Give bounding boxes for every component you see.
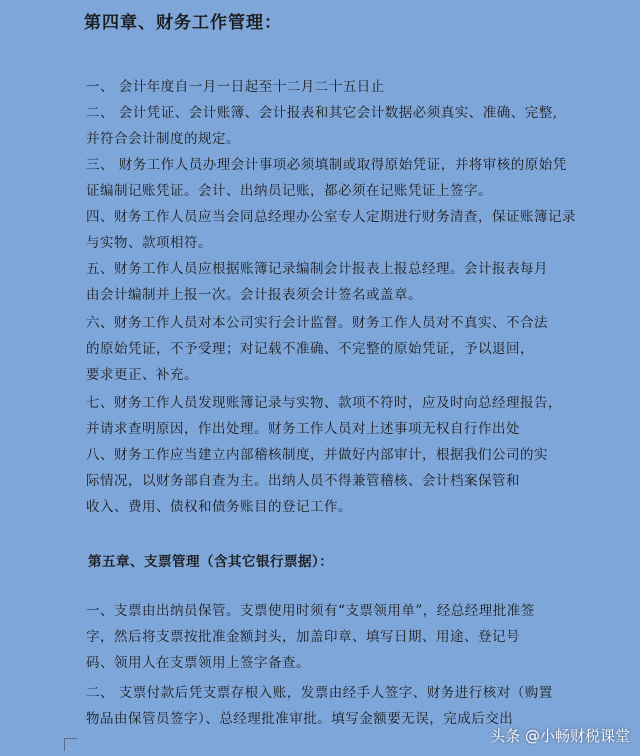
ch5-line: 码、领用人在支票领用上签字备查。 bbox=[86, 655, 310, 671]
ch4-line: 一、 会计年度自一月一日起至十二月二十五日止 bbox=[86, 79, 385, 95]
ch4-line: 由会计编制并上报一次。会计报表须会计签名或盖章。 bbox=[86, 287, 422, 303]
ch4-line: 并符合会计制度的规定。 bbox=[86, 131, 240, 147]
ch4-line: 要求更正、补充。 bbox=[86, 367, 198, 383]
watermark-text: 头条 @小畅财税课堂 bbox=[490, 727, 630, 745]
ch4-line: 的原始凭证，不予受理；对记载不准确、不完整的原始凭证，予以退回， bbox=[86, 341, 534, 357]
chapter-5-title: 第五章、支票管理（含其它银行票据）： bbox=[88, 554, 334, 570]
ch4-line: 五、财务工作人员应根据账簿记录编制会计报表上报总经理。会计报表每月 bbox=[86, 261, 548, 277]
ch4-line: 并请求查明原因，作出处理。财务工作人员对上述事项无权自行作出处 bbox=[86, 421, 520, 437]
ch4-line: 与实物、款项相符。 bbox=[86, 235, 212, 251]
ch4-line: 八、财务工作应当建立内部稽核制度，并做好内部审计，根据我们公司的实 bbox=[86, 447, 548, 463]
chapter-4-title: 第四章、财务工作管理： bbox=[84, 13, 282, 33]
ch4-line: 四、财务工作人员应当会同总经理办公室专人定期进行财务清查，保证账簿记录 bbox=[86, 209, 576, 225]
ch5-line: 一、支票由出纳员保管。支票使用时须有“支票领用单”，经总经理批准签 bbox=[86, 603, 535, 619]
ch4-line: 证编制记账凭证。会计、出纳员记账，都必须在记账凭证上签字。 bbox=[86, 183, 492, 199]
ch4-line: 收入、费用、债权和债务账目的登记工作。 bbox=[86, 499, 352, 515]
page-corner-mark bbox=[64, 738, 77, 751]
watermark bbox=[490, 725, 630, 746]
ch4-line: 二、 会计凭证、会计账簿、会计报表和其它会计数据必须真实、准确、完整, bbox=[86, 105, 558, 121]
ch4-line: 七、财务工作人员发现账簿记录与实物、款项不符时，应及时向总经理报告， bbox=[86, 395, 562, 411]
ch5-line: 物品由保管员签字）、总经理批准审批。填写金额要无误，完成后交出 bbox=[86, 711, 514, 727]
ch4-line: 三、 财务工作人员办理会计事项必须填制或取得原始凭证，并将审核的原始凭 bbox=[86, 157, 567, 173]
ch5-line: 二、 支票付款后凭支票存根入账，发票由经手人签字、财务进行核对（购置 bbox=[86, 685, 553, 701]
ch4-line: 六、财务工作人员对本公司实行会计监督。财务工作人员对不真实、不合法 bbox=[86, 315, 548, 331]
ch4-line: 际情况，以财务部自查为主。出纳人员不得兼管稽核、会计档案保管和 bbox=[86, 473, 520, 489]
ch5-line: 字，然后将支票按批准金额封头，加盖印章、填写日期、用途、登记号 bbox=[86, 629, 520, 645]
